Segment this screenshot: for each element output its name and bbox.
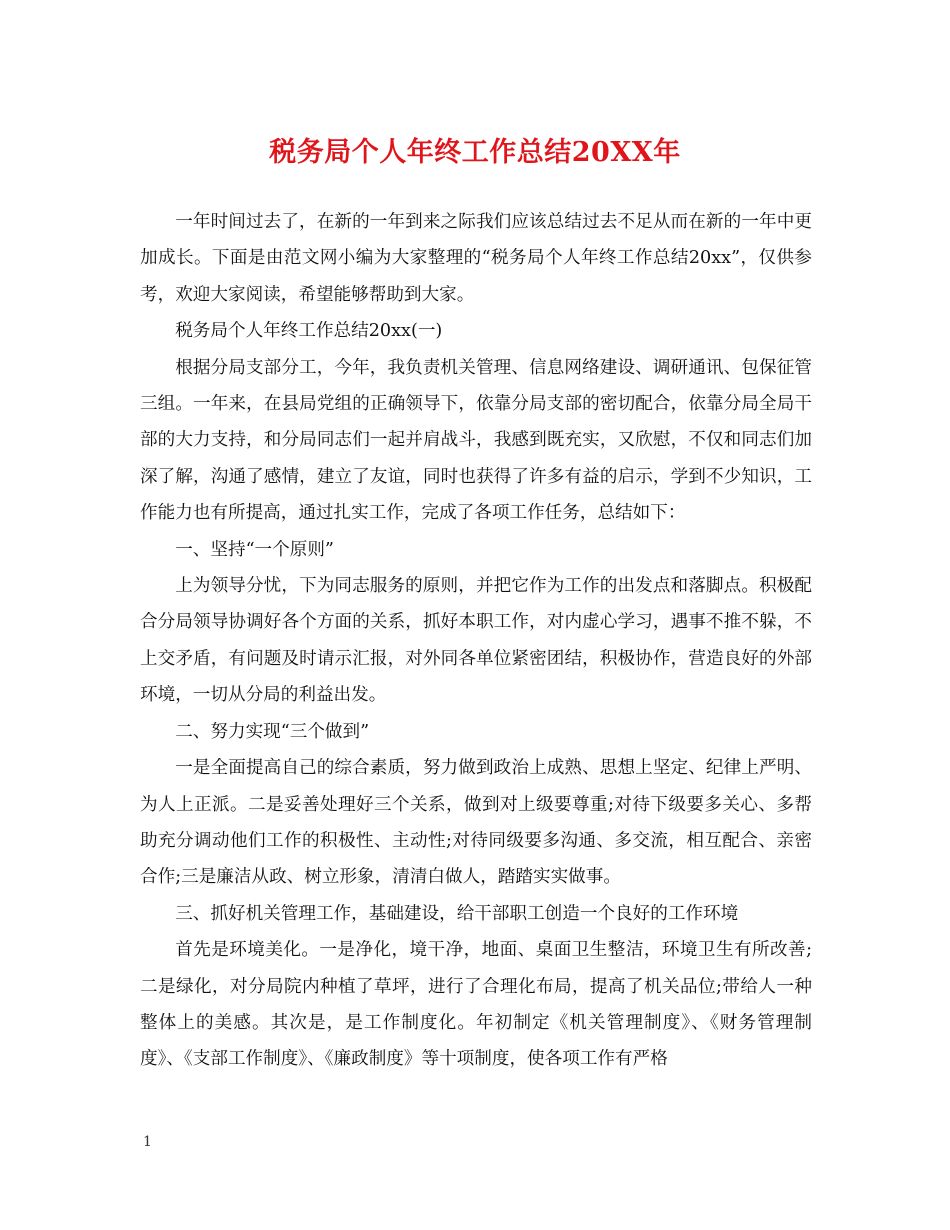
paragraph-overview: 根据分局支部分工，今年，我负责机关管理、信息网络建设、调研通讯、包保征管三组。一年来，在县局党组的正确领导下，依靠分局支部的密切配合，依靠分局全局干部的大力支持，和分局同志们一起并肩战斗，我感到既充实，又欣慰，不仅和同志们加深了解，沟通了感情，建立了友谊，同时也获得了许多有益的启示，学到不少知识，工作能力也有所提高，通过扎实工作，完成了各项工作任务，总结如下：: [140, 357, 812, 524]
page-number: 1: [143, 1134, 152, 1150]
paragraph-intro: 一年时间过去了，在新的一年到来之际我们应该总结过去不足从而在新的一年中更加成长。下面是由范文网小编为大家整理的“税务局个人年终工作总结20xx”，仅供参考，欢迎大家阅读，希望能够帮助到大家。: [140, 212, 812, 305]
section-heading-part-one: 税务局个人年终工作总结20xx(一): [175, 321, 443, 342]
paragraph-principle: 上为领导分忧，下为同志服务的原则，并把它作为工作的出发点和落脚点。积极配合分局领导协调好各个方面的关系，抓好本职工作，对内虚心学习，遇事不推不躲，不上交矛盾，有问题及时请示汇报，对外同各单位紧密团结，积极协作，营造良好的外部环境，一切从分局的利益出发。: [140, 576, 812, 706]
section-heading-office-management: 三、抓好机关管理工作，基础建设，给干部职工创造一个良好的工作环境: [175, 903, 739, 924]
document-title: 税务局个人年终工作总结20XX年: [269, 137, 681, 168]
section-heading-three-achievements: 二、努力实现“三个做到”: [175, 721, 370, 742]
document-body: [140, 204, 812, 1078]
paragraph-achievements: 一是全面提高自己的综合素质，努力做到政治上成熟、思想上坚定、纪律上严明、为人上正派。二是妥善处理好三个关系，做到对上级要尊重;对待下级要多关心、多帮助充分调动他们工作的积极性、主动性;对待同级要多沟通、多交流，相互配合、亲密合作;三是廉洁从政、树立形象，清清白做人，踏踏实实做事。: [140, 758, 812, 888]
paragraph-office-management: 首先是环境美化。一是净化，境干净，地面、桌面卫生整洁，环境卫生有所改善;二是绿化，对分局院内种植了草坪，进行了合理化布局，提高了机关品位;带给人一种整体上的美感。其次是，是工作制度化。年初制定《机关管理制度》、《财务管理制度》、《支部工作制度》、《廉政制度》等十项制度，使各项工作有严格: [140, 940, 812, 1070]
section-heading-one-principle: 一、坚持“一个原则”: [175, 539, 334, 560]
